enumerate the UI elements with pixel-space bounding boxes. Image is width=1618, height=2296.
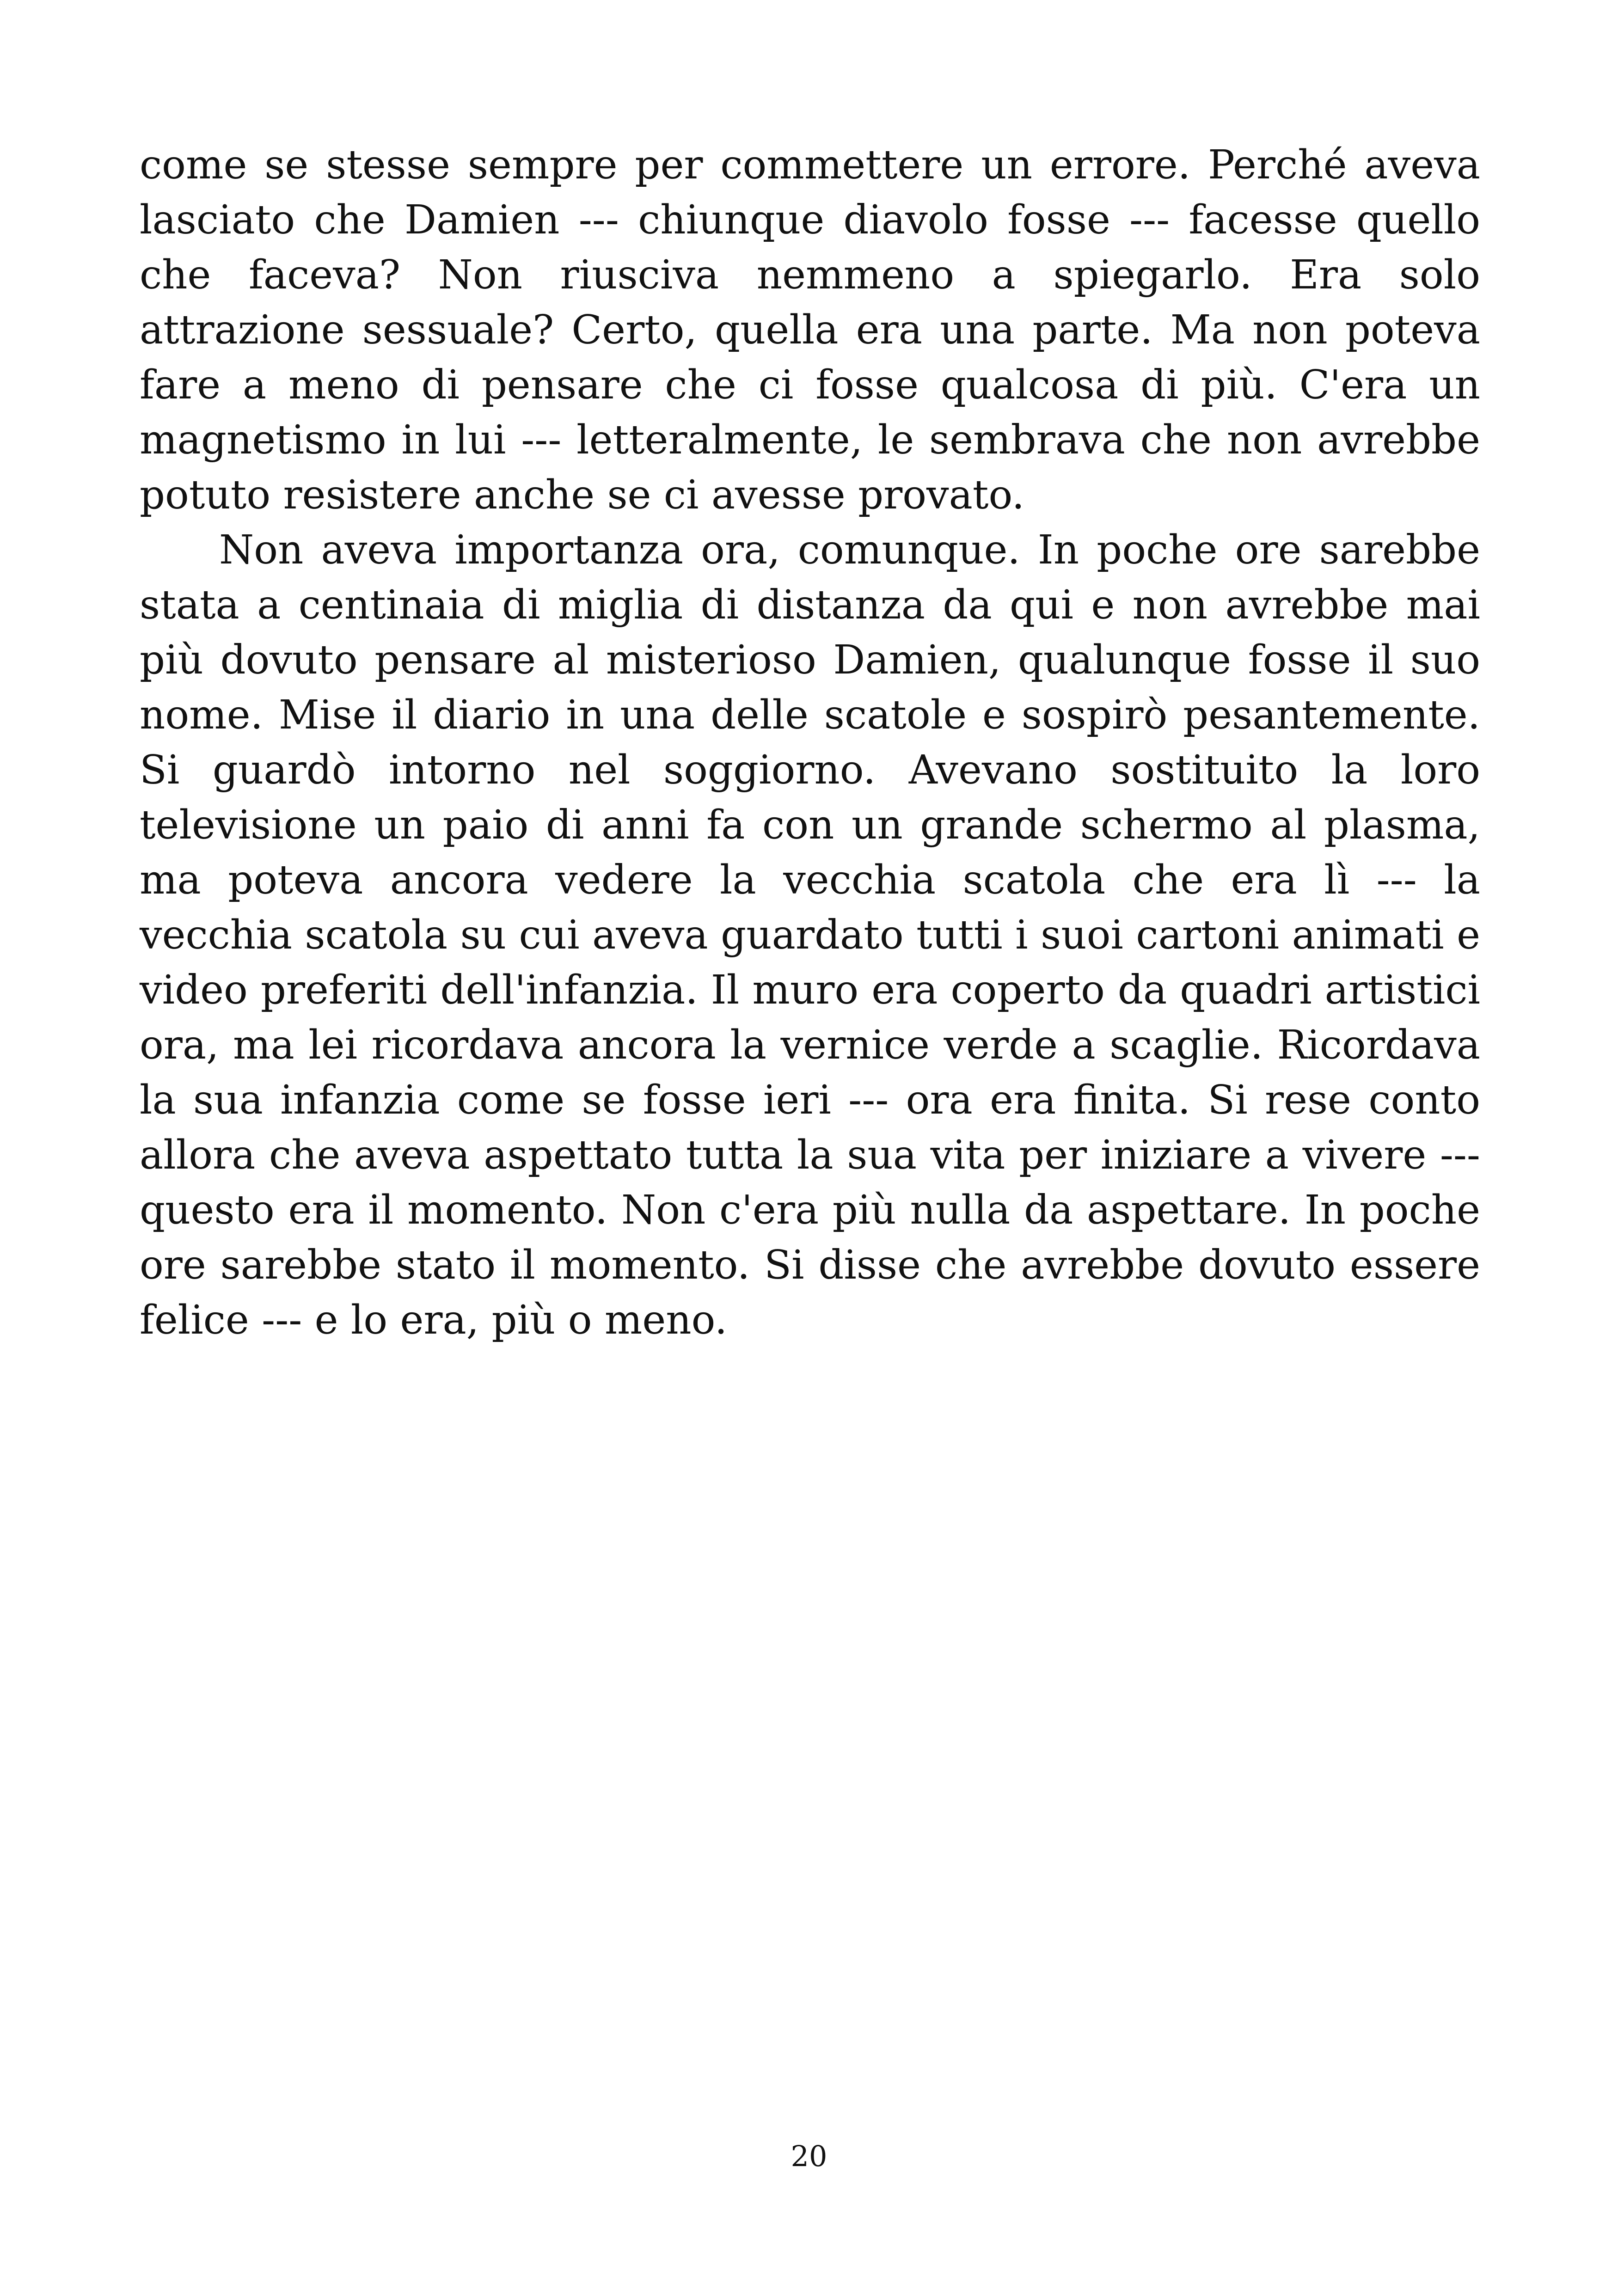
page-number: 20 [791, 2139, 827, 2173]
paragraph-1: come se stesse sempre per commettere un errore. Perché aveva lasciato che Damien --- chiunque diavolo fosse --- facesse quello che faceva? Non riusciva nemmeno a spiegarlo. Era solo attrazione sessuale? Certo, quella era una parte. Ma non poteva fare a meno di pensare che ci fosse qualcosa di più. C'era un magnetismo in lui --- letteralmente, le sembrava che non avrebbe potuto resistere anche se ci avesse provato. [140, 142, 1480, 518]
paragraph-2: Non aveva importanza ora, comunque. In poche ore sarebbe stata a centinaia di miglia di distanza da qui e non avrebbe mai più dovuto pensare al misterioso Damien, qualunque fosse il suo nome. Mise il diario in una delle scatole e sospirò pesantemente. Si guardò intorno nel soggiorno. Avevano sostituito la loro televisione un paio di anni fa con un grande schermo al plasma, ma poteva ancora vedere la vecchia scatola che era lì --- la vecchia scatola su cui aveva guardato tutti i suoi cartoni animati e video preferiti dell'infanzia. Il muro era coperto da quadri artistici ora, ma lei ricordava ancora la vernice verde a scaglie. Ricordava la sua infanzia come se fosse ieri --- ora era finita. Si rese conto allora che aveva aspettato tutta la sua vita per iniziare a vivere --- questo era il momento. Non c'era più nulla da aspettare. In poche ore sarebbe stato il momento. Si disse che avrebbe dovuto essere felice --- e lo era, più o meno. [140, 527, 1480, 1343]
body-text [140, 138, 1480, 1348]
